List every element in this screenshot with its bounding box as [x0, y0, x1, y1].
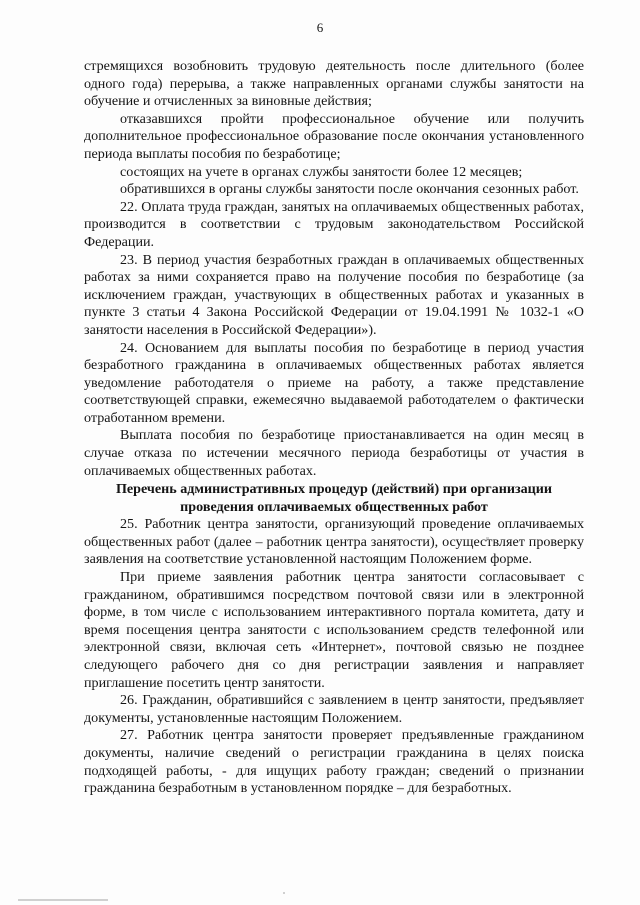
section-heading: [84, 480, 584, 516]
paragraph-registered-12-months: состоящих на учете в органах службы занятости более 12 месяцев;: [120, 163, 523, 180]
paragraph-application-reception: При приеме заявления работник центра занятости согласовывает с гражданином, обратившимся посредством почтовой связи или в электронной форме, в том числе с использованием интерактивного портала комитета, дату и время посещения центра занятости с использованием средств телефонной или электронной связи, включая сеть «Интернет», почтовой связью не позднее следующего рабочего дня со дня регистрации заявления и направляет приглашение посетить центр занятости.: [84, 569, 584, 691]
paragraph-refused-training: отказавшихся пройти профессиональное обучение или получить дополнительное профессиональное образование после окончания установленного периода выплаты пособия по безработице;: [84, 110, 584, 162]
section-heading-line-2: проведения оплачиваемых общественных работ: [180, 499, 488, 516]
paragraph-24: 24. Основанием для выплаты пособия по безработице в период участия безработного гражданина в оплачиваемых общественных работах является уведомление работодателя о приеме на работу, а также представление соответствующей справки, ежемесячно выдаваемой работодателем о фактически отработанном времени.: [84, 339, 584, 426]
paragraph-25: 25. Работник центра занятости, организующий проведение оплачиваемых общественных работ (далее – работник центра занятости), осуществляет проверку заявления на соответствие установленной настоящим Положением форме.: [84, 516, 584, 568]
scan-artifact: [486, 537, 489, 539]
paragraph-23: 23. В период участия безработных граждан в оплачиваемых общественных работах за ними сохраняется право на получение пособия по безработице (за исключением граждан, участвующих в общественных работах и указанных в пункте 3 статьи 4 Закона Российской Федерации от 19.04.1991 № 1032-1 «О занятости населения в Российской Федерации»).: [84, 251, 584, 338]
paragraph-22: 22. Оплата труда граждан, занятых на оплачиваемых общественных работах, производится в соответствии с трудовым законодательством Российской Федерации.: [84, 198, 584, 250]
page-number: 6: [316, 20, 324, 35]
paragraph-27: 27. Работник центра занятости проверяет предъявленные гражданином документы, наличие сведений о регистрации гражданина в целях поиска подходящей работы, - для ищущих работу граждан; сведений о признании гражданина безработным в установленном порядке – для безработных.: [84, 727, 584, 797]
scan-artifact: [18, 899, 108, 901]
document-body: [84, 58, 584, 798]
paragraph-payment-suspension: Выплата пособия по безработице приостанавливается на один месяц в случае отказа по истечении месячного периода безработицы от участия в оплачиваемых общественных работах.: [84, 427, 584, 479]
paragraph-continuation: стремящихся возобновить трудовую деятельность после длительного (более одного года) перерыва, а также направленных органами службы занятости на обучение и отчисленных за виновные действия;: [84, 58, 584, 110]
section-heading-line-1: Перечень административных процедур (действий) при организации: [115, 481, 553, 498]
paragraph-26: 26. Гражданин, обратившийся с заявлением в центр занятости, предъявляет документы, установленные настоящим Положением.: [84, 692, 584, 726]
scan-artifact: [283, 892, 285, 894]
paragraph-seasonal-work: обратившихся в органы службы занятости после окончания сезонных работ.: [120, 181, 579, 198]
